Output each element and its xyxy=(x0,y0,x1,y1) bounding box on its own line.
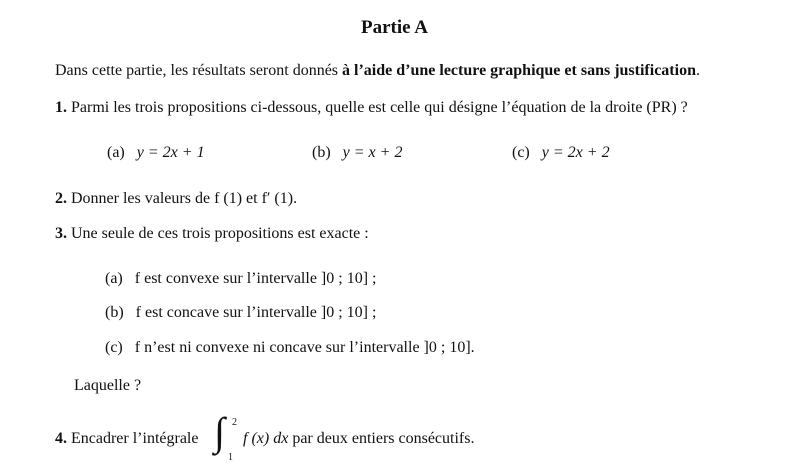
question-1-number: 1. xyxy=(55,99,67,116)
q3-option-b-text: f est concave sur l’intervalle ]0 ; 10] ; xyxy=(135,304,377,321)
question-4-text-after: par deux entiers consécutifs. xyxy=(292,430,475,447)
question-4 xyxy=(55,430,198,448)
q1-option-c-label: (c) xyxy=(512,144,530,161)
q1-option-c-expr: y = 2x + 2 xyxy=(541,144,610,161)
question-3 xyxy=(55,225,369,243)
intro-paragraph xyxy=(55,62,700,80)
question-2-number: 2. xyxy=(55,190,67,207)
intro-bold: à l’aide d’une lecture graphique et sans justification xyxy=(342,62,696,79)
q1-option-a-label: (a) xyxy=(107,144,125,161)
q1-option-a-expr: y = 2x + 1 xyxy=(136,144,205,161)
integral-sign: ∫ xyxy=(214,409,225,454)
q3-option-c xyxy=(105,339,475,357)
q1-option-a xyxy=(107,144,205,162)
intro-end: . xyxy=(695,62,700,79)
integral-upper-limit: 2 xyxy=(232,417,237,428)
question-1 xyxy=(55,99,688,117)
question-4-text-before: Encadrer l’intégrale xyxy=(71,430,199,447)
q1-option-c xyxy=(512,144,610,162)
q1-option-b-expr: y = x + 2 xyxy=(342,144,403,161)
integrand: f (x) dx xyxy=(243,430,289,447)
q3-option-c-text: f n’est ni convexe ni concave sur l’intervalle ]0 ; 10]. xyxy=(134,339,475,356)
question-2-text: Donner les valeurs de f (1) et f′ (1). xyxy=(71,190,298,207)
q3-option-b-label: (b) xyxy=(105,304,124,321)
q3-option-a-text: f est convexe sur l’intervalle ]0 ; 10] ; xyxy=(134,270,377,287)
q3-question: Laquelle ? xyxy=(74,377,142,394)
question-3-number: 3. xyxy=(55,225,67,242)
section-title: Partie A xyxy=(360,17,428,38)
q3-option-a-label: (a) xyxy=(105,270,123,287)
question-3-text: Une seule de ces trois propositions est exacte : xyxy=(71,225,369,242)
integral-lower-limit: 1 xyxy=(228,452,233,463)
q3-option-b xyxy=(105,304,376,322)
question-4-number: 4. xyxy=(55,430,67,447)
q1-option-b-label: (b) xyxy=(312,144,331,161)
question-4-rest xyxy=(243,430,474,448)
intro-plain: Dans cette partie, les résultats seront donnés xyxy=(55,62,343,79)
q3-option-c-label: (c) xyxy=(105,339,123,356)
q1-option-b xyxy=(312,144,402,162)
q3-option-a xyxy=(105,270,376,288)
question-1-text: Parmi les trois propositions ci-dessous, quelle est celle qui désigne l’équation de la droite (PR) ? xyxy=(71,99,688,116)
question-2 xyxy=(55,190,297,208)
